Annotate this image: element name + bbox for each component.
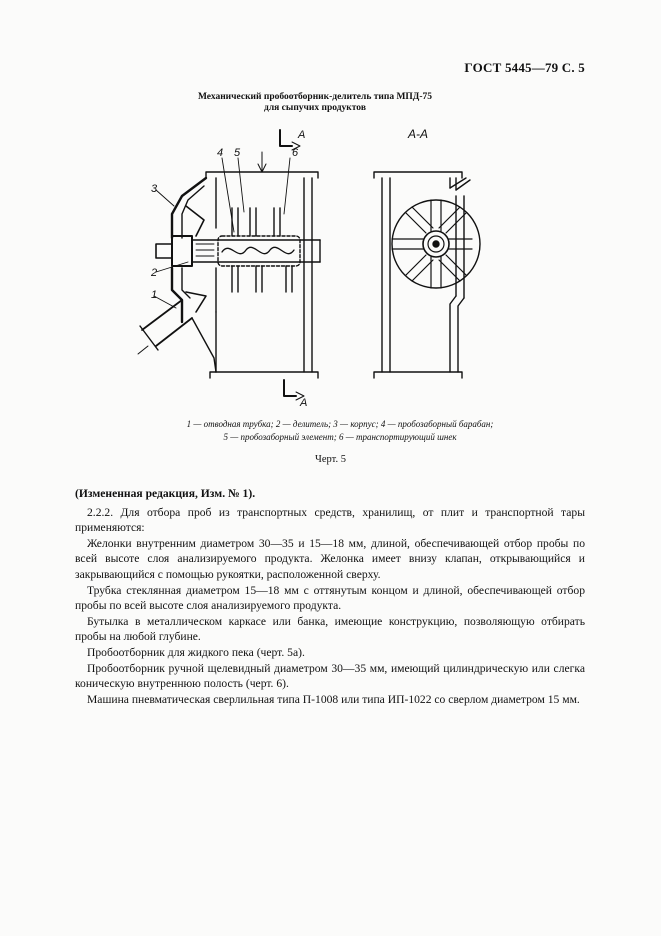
section-view bbox=[374, 172, 480, 378]
figure-caption-line-2: 5 — пробозаборный элемент; 6 — транспортирующий шнек bbox=[223, 431, 457, 442]
page-header: ГОСТ 5445—79 С. 5 bbox=[464, 60, 585, 75]
figure-caption-line-1: 1 — отводная трубка; 2 — делитель; 3 — корпус; 4 — пробозаборный барабан; bbox=[186, 419, 494, 429]
section-label: А-А bbox=[408, 127, 429, 141]
paragraph-glass-tube: Трубка стеклянная диаметром 15—18 мм с оттянутым концом и длиной, обеспечивающей отбор пробы по всей высоте слоя анализируемого продукта. bbox=[75, 583, 585, 613]
callout-1: 1 bbox=[151, 289, 158, 301]
paragraph-pitch-sampler: Пробоотборник для жидкого пека (черт. 5а). bbox=[87, 645, 305, 659]
callout-5: 5 bbox=[234, 147, 241, 159]
body-text bbox=[75, 486, 585, 707]
figure-caption bbox=[100, 418, 580, 443]
figure-title-line-1: Механический пробоотборник-делитель типа МПД-75 bbox=[197, 92, 433, 102]
paragraph-2-2-2: 2.2.2. Для отбора проб из транспортных средств, хранилищ, от плит и транспортной тары применяются: bbox=[75, 505, 585, 535]
paragraph-zhelonki: Желонки внутренним диаметром 30—35 и 15—18 мм, длиной, обеспечивающей отбор пробы по всей высоте слоя анализируемого продукта. Желонка имеет внизу клапан, открывающийся и закрывающийся с помощью рукоятки, расположенной сверху. bbox=[75, 536, 585, 581]
paragraph-drill: Машина пневматическая сверлильная типа П-1008 или типа ИП-1022 со сверлом диаметром 15 мм. bbox=[87, 692, 580, 706]
callout-6: 6 bbox=[292, 147, 299, 159]
paragraph-slot-sampler: Пробоотборник ручной щелевидный диаметром 30—35 мм, имеющий цилиндрическую или слегка коническую внутреннюю полость (черт. 6). bbox=[75, 661, 585, 691]
section-cut-top-label: А bbox=[298, 129, 306, 141]
callout-4: 4 bbox=[217, 147, 224, 159]
section-cut-bottom-label: А bbox=[300, 397, 308, 409]
figure-number: Черт. 5 bbox=[315, 454, 346, 465]
callout-2: 2 bbox=[151, 267, 158, 279]
front-view bbox=[138, 130, 320, 400]
callout-3: 3 bbox=[151, 183, 158, 195]
technical-drawing bbox=[0, 0, 661, 416]
paragraph-bottle: Бутылка в металлическом каркасе или банка, имеющие конструкцию, позволяющую отбирать пробы на любой глубине. bbox=[75, 614, 585, 644]
amendment-note: (Измененная редакция, Изм. № 1). bbox=[75, 487, 256, 500]
figure-title-line-2: для сыпучих продуктов bbox=[264, 103, 366, 113]
